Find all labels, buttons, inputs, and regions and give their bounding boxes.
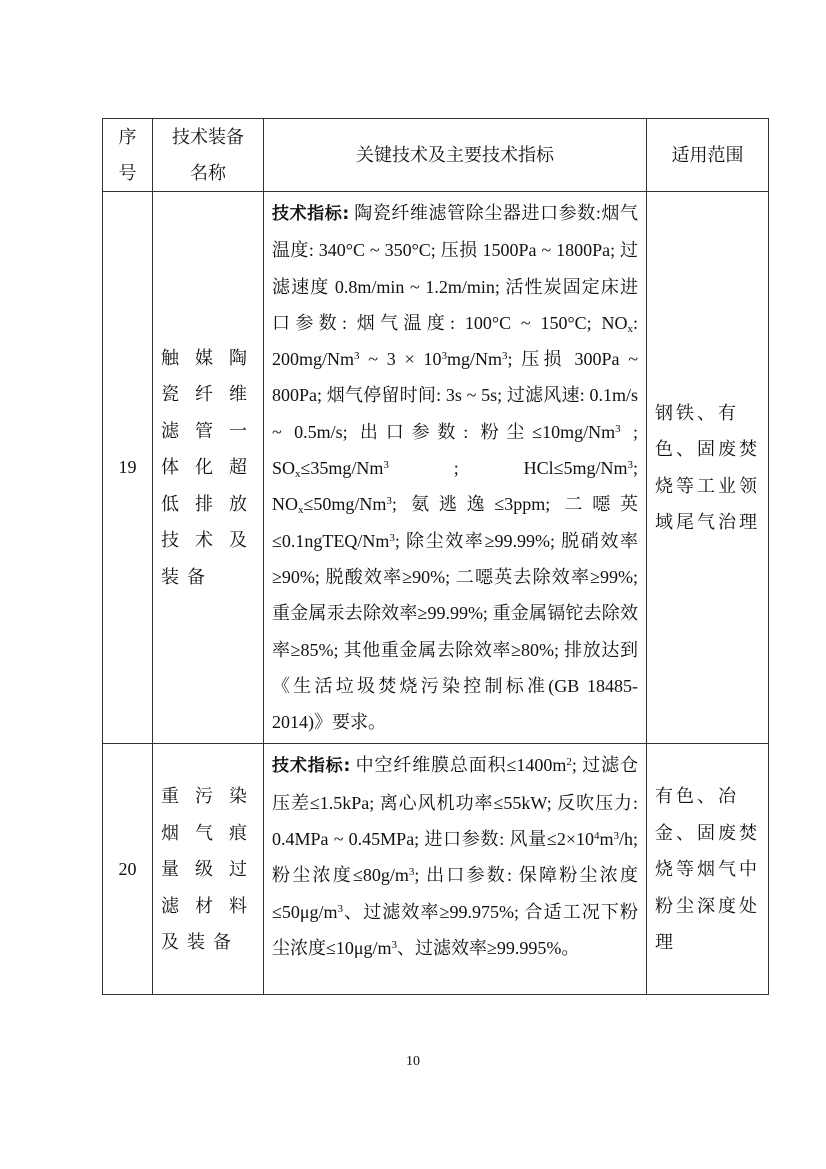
row-equipment-name: 触媒陶瓷纤维滤管一体化超低排放技术及装备 (153, 192, 264, 744)
row-equipment-name: 重污染烟气痕量级过滤材料及装备 (153, 744, 264, 995)
row-seq: 19 (103, 192, 153, 744)
table-row (103, 192, 769, 744)
row-key-tech: 技术指标: 中空纤维膜总面积$\le 1400m^2$; 过滤仓压差≤1.5kPa; 离心风机功率≤55kW; 反吹压力: 0.4MPa ~ 0.45MPa; 进口参数: 风量$\le 2\times 10^4m^3/h$; 粉尘浓度$\le 80g/m^3$; 出口参数: 保障粉尘浓度$\le 50\mu g/m^3$、过滤效率≥99.975%; 合适工况下粉尘浓度$\le 10\mu g/m^3$、过滤效率≥99.995%。 (264, 744, 647, 995)
header-seq: 序 号 (103, 119, 153, 192)
row-scope: 钢铁、有色、固废焚烧等工业领域尾气治理 (647, 192, 769, 744)
table-row (103, 744, 769, 995)
page-number: 10 (406, 1054, 420, 1069)
row-seq: 20 (103, 744, 153, 995)
technology-equipment-table (102, 118, 769, 995)
row-scope: 有色、冶金、固废焚烧等烟气中粉尘深度处理 (647, 744, 769, 995)
header-equipment-name: 技术装备 名称 (153, 119, 264, 192)
row-key-tech: 技术指标: 陶瓷纤维滤管除尘器进口参数:烟气温度: 340°C ~ 350°C; 压损 1500Pa ~ 1800Pa; 过滤速度 0.8m/min ~ 1.2m/min; 活性炭固定床进口参数: 烟气温度: 100°C ~ 150°C; $NO_x$: 200mg/Nm$^3$ ~ $3 \times 10^3mg/Nm^3$; 压损 300Pa ~ 800Pa; 烟气停留时间: 3s ~ 5s; 过滤风速: 0.1m/s ~ 0.5m/s; 出口参数: 粉尘$\le 10mg/Nm^3$ ; $SO_x\le 35mg/Nm^3$ ; $HCl\le 5mg/Nm^3$; $NO_x\le 50mg/Nm^3$; 氨逃逸≤3ppm; 二噁英$\le 0.1ngTEQ/Nm^3$; 除尘效率≥99.99%; 脱硝效率≥90%; 脱酸效率≥90%; 二噁英去除效率≥99%; 重金属汞去除效率≥99.99%; 重金属镉铊去除效率≥85%; 其他重金属去除效率≥80%; 排放达到《生活垃圾焚烧污染控制标准(GB 18485-2014)》要求。 (264, 192, 647, 744)
table-header-row (103, 119, 769, 192)
tech-label: 技术指标: (272, 204, 350, 224)
header-scope: 适用范围 (647, 119, 769, 192)
header-key-tech: 关键技术及主要技术指标 (264, 119, 647, 192)
tech-label: 技术指标: (272, 756, 351, 777)
